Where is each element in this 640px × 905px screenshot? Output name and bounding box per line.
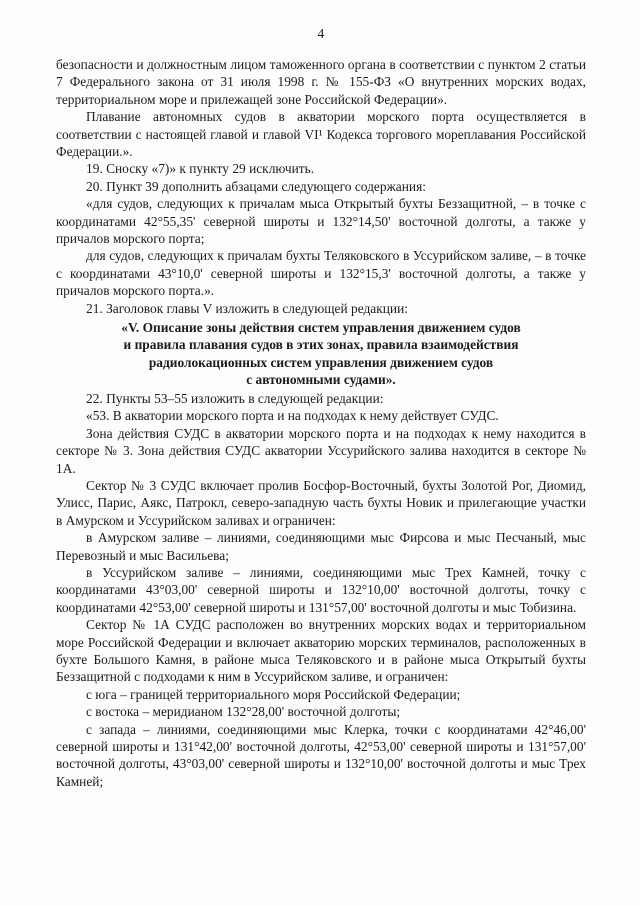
- chapter-v-heading-line-2: и правила плавания судов в этих зонах, правила взаимодействия: [123, 337, 519, 353]
- chapter-v-heading: [56, 319, 586, 388]
- paragraph-item-20-quote-2: для судов, следующих к причалам бухты Теляковского в Уссурийском заливе, – в точке с координатами 43°10,0' северной широты и 132°15,3' восточной долготы, а также у причалов морского порта.».: [56, 248, 586, 299]
- paragraph-amur-bay: в Амурском заливе – линиями, соединяющими мыс Фирсова и мыс Песчаный, мыс Перевозный и мыс Васильева;: [56, 530, 586, 563]
- chapter-v-heading-line-1: «V. Описание зоны действия систем управления движением судов: [121, 320, 521, 336]
- paragraph-sector-3: Сектор № 3 СУДС включает пролив Босфор-Восточный, бухты Золотой Рог, Диомид, Улисс, Парис, Аякс, Патрокл, северо-западную часть бухты Новик и прилегающие участки в Амурском и Уссурийском заливах и ограничен:: [56, 477, 586, 528]
- document-body: [56, 56, 586, 790]
- paragraph-item-20-quote-1: «для судов, следующих к причалам мыса Открытый бухты Беззащитной, – в точке с координатами 42°55,35' северной широты и 132°14,50' восточной долготы, а также у причалов морского порта;: [56, 196, 586, 247]
- chapter-v-heading-line-3: радиолокационных систем управления движением судов: [148, 354, 494, 370]
- page-number: 4: [317, 26, 325, 41]
- paragraph-item-20: 20. Пункт 39 дополнить абзацами следующего содержания:: [86, 178, 426, 194]
- chapter-v-heading-line-4: с автономными судами».: [246, 371, 396, 387]
- paragraph-boundary-south: с юга – границей территориального моря Российской Федерации;: [86, 686, 461, 702]
- paragraph-item-53: «53. В акватории морского порта и на подходах к нему действует СУДС.: [86, 408, 499, 424]
- paragraph-ussuri-bay: в Уссурийском заливе – линиями, соединяющими мыс Трех Камней, точку с координатами 43°03,00' северной широты и 132°10,00' восточной долготы, точку с координатами 42°53,00' северной широты и 131°57,00' восточной долготы и мыс Тобизина.: [56, 564, 586, 615]
- paragraph-item-21: 21. Заголовок главы V изложить в следующей редакции:: [86, 300, 408, 316]
- paragraph-continued: безопасности и должностным лицом таможенного органа в соответствии с пунктом 2 статьи 7 Федерального закона от 31 июля 1998 г. № 155-ФЗ «О внутренних морских водах, территориальном море и прилежащей зоне Российской Федерации».: [56, 57, 586, 107]
- paragraph-sector-1a: Сектор № 1А СУДС расположен во внутренних морских водах и территориальном море Российской Федерации и включает акваторию морских терминалов, расположенных в бухте Большого Камня, в районе мыса Теляковского и в районе мыса Открытый бухты Беззащитной с подходами к ним в Уссурийском заливе, и ограничен:: [56, 617, 586, 685]
- paragraph-boundary-east: с востока – меридианом 132°28,00' восточной долготы;: [86, 704, 401, 720]
- paragraph-boundary-west: с запада – линиями, соединяющими мыс Клерка, точки с координатами 42°46,00' северной широты и 131°42,00' восточной долготы, 42°53,00' северной широты и 131°57,00' восточной долготы, 43°03,00' северной широты и 132°10,00' восточной долготы и мыс Трех Камней;: [56, 721, 586, 789]
- paragraph-item-19: 19. Сноску «7)» к пункту 29 исключить.: [86, 161, 315, 177]
- paragraph-zone-suds: Зона действия СУДС в акватории морского порта и на подходах к нему находится в секторе № 3. Зона действия СУДС акватории Уссурийского залива находится в секторе № 1А.: [56, 425, 586, 476]
- paragraph-item-22: 22. Пункты 53–55 изложить в следующей редакции:: [86, 390, 384, 406]
- paragraph-autonomous-navigation: Плавание автономных судов в акватории морского порта осуществляется в соответствии с настоящей главой и главой VI¹ Кодекса торгового мореплавания Российской Федерации.».: [56, 109, 586, 160]
